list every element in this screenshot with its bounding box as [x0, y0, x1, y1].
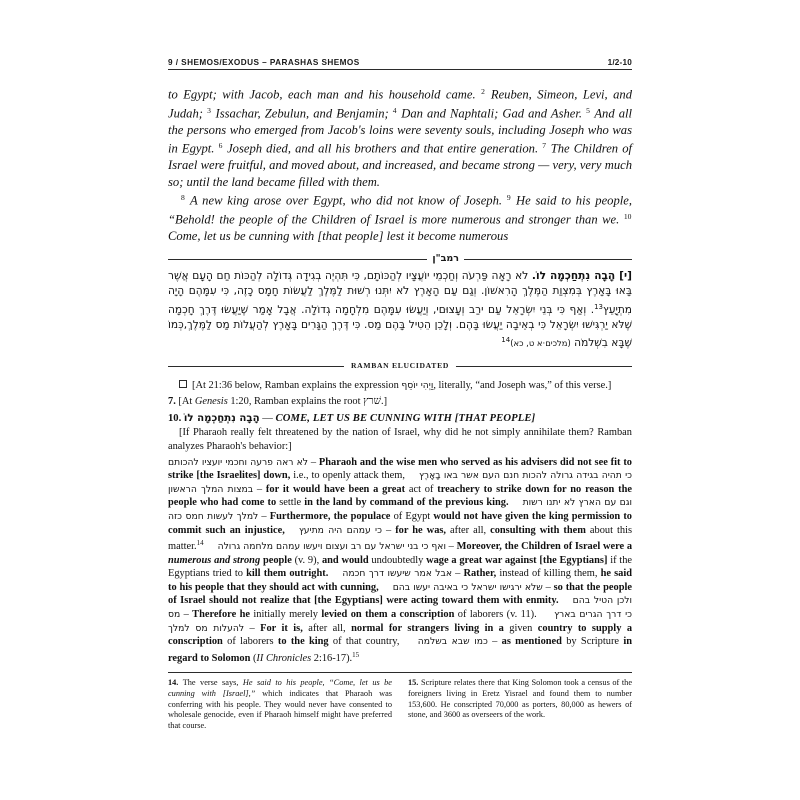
translation-text: to Egypt; with Jacob, each man and his household came.: [168, 87, 482, 102]
commentary-footnote-ref: 15: [352, 650, 360, 659]
commentary-footnote-ref: 14: [196, 539, 204, 548]
footnote-column-right: [408, 678, 632, 731]
commentary-preface: [If Pharaoh really felt threatened by the nation of Israel, why did he not simply annihilate them? Ramban analyzes Pharaoh's behavior:]: [168, 427, 632, 452]
running-head: [168, 58, 632, 69]
running-head-title: 9 / SHEMOS/EXODUS – PARASHAS SHEMOS: [168, 58, 360, 67]
commentary-elucidation-text: i.e., to openly attack them,: [290, 470, 405, 482]
commentary-ramban-text: for it would have been a great: [265, 483, 406, 495]
commentary-ramban-text: Moreover, the Children of Israel were a: [456, 541, 633, 553]
footnote-item: [168, 678, 392, 731]
footnote-number: 15.: [408, 678, 419, 688]
translation-paragraph-1: [168, 84, 632, 190]
translation-text: Come, let us be cunning with [that people] lest it become numerous: [168, 228, 509, 243]
commentary-hebrew-quote: ואף כי בני ישראל עם רב ועצום ויעשו עמהם מלחמה גרולה: [217, 541, 446, 553]
heading-english-caps: COME, LET US BE CUNNING WITH [THAT PEOPLE]: [275, 413, 536, 425]
commentary-ramban-text: Pharaoh and the wise men who served as his advisers did not see fit to strike [the Israelites] down,: [168, 456, 633, 482]
commentary-bracket-note: [168, 379, 632, 393]
note-7-text: 1:20, Ramban explains the root: [227, 395, 364, 407]
hebrew-body: כְּמוֹ שֶׁבָּא בִשְׁלמֹה: [168, 318, 632, 349]
bracket-note-text: [At 21:36 below, Ramban explains the expression: [192, 380, 402, 392]
commentary-elucidation-text: undoubtedly: [368, 554, 427, 566]
bracket-note-text: , literally, “and Joseph was,” of this verse.]: [433, 380, 612, 392]
commentary-ramban-text: For it is,: [260, 622, 303, 634]
commentary-hebrew-quote: ולכן הטיל בהם מס: [168, 595, 632, 621]
commentary-body: [168, 456, 632, 666]
commentary-ramban-text: levied on them a conscription: [321, 609, 455, 621]
commentary-dash: –: [258, 510, 270, 522]
commentary-dash: –: [381, 524, 396, 536]
commentary-ramban-text: in regard to Solomon: [168, 636, 632, 664]
commentary-elucidation-text: of Egypt: [390, 510, 434, 522]
note-7-text: .]: [380, 395, 388, 407]
running-head-rule: [168, 69, 632, 70]
commentary-elucidation-text: initially merely: [250, 609, 322, 621]
commentary-elucidation-text: settle: [276, 497, 305, 509]
commentary-ramban-text: and would: [321, 554, 369, 566]
commentary-dash: –: [253, 483, 266, 495]
verse-number: 3: [207, 105, 211, 115]
commentary-ramban-text: treachery to strike down for no reason the people who had come to: [168, 483, 632, 509]
footnote-column-left: [168, 678, 392, 731]
commentary-elucidation-text: if the Egyptians tried to: [168, 554, 632, 580]
hebrew-source-citation: (מלכים·א ט, כא): [510, 337, 571, 348]
verse-number: 4: [392, 105, 397, 115]
commentary-ramban-text: in the land by command of the previous king.: [304, 497, 509, 509]
running-head-reference: 1/2-10: [607, 58, 632, 67]
heading-hebrew-lemma: הָבָה נִתְחַכְמָה לוֹ: [183, 413, 260, 425]
ramban-hebrew-text: [168, 269, 632, 351]
commentary-dash: –: [487, 636, 502, 648]
commentary-elucidation-text: of laborers (v. 11).: [454, 609, 541, 621]
note-7-hebrew: שׁרץ: [363, 395, 381, 407]
commentary-ramban-text: normal for strangers living in a: [351, 622, 504, 634]
commentary-hebrew-quote: שלא ירגישו ישראל כי באיבה יעשו בהם: [392, 581, 543, 593]
commentary-dash: –: [445, 541, 457, 553]
footnote-text: Scripture relates there that King Solomon took a census of the foreigners living in Eretz Yisrael and found them to number 153,600. He conscripted 70,000 as porters, 80,000 as hewers of stone, and 3600 as overseers of the work.: [408, 678, 632, 720]
footnote-text: The verse says,: [178, 678, 243, 688]
ramban-hebrew-label: רמב"ן: [427, 253, 464, 264]
commentary-ramban-text: Therefore he: [192, 609, 250, 621]
commentary-hebrew-quote: אבל אמר שיעשו דרך חכמה: [342, 568, 452, 580]
commentary-elucidation-text: (: [250, 652, 257, 664]
commentary-block: [168, 379, 632, 665]
commentary-ramban-text: consulting with them: [490, 524, 586, 536]
translation-text: And all the persons who emerged from Jacob's loins were seventy souls, including Joseph who was in Egypt.: [168, 106, 633, 156]
commentary-ramban-text: to the king: [277, 636, 329, 648]
verse-number: 7: [542, 141, 547, 151]
commentary-ramban-text: as mentioned: [501, 636, 562, 648]
commentary-dash: –: [180, 609, 193, 621]
commentary-hebrew-quote: לֹא ראה פרעה וחכמי יועציו להכותם: [168, 456, 308, 468]
verse-number: 9: [506, 192, 511, 202]
commentary-source-italic: II Chronicles: [256, 652, 312, 664]
commentary-ramban-text: people: [260, 554, 292, 566]
commentary-elucidation-text: of that country,: [328, 636, 404, 648]
commentary-elucidation-text: act of: [405, 483, 438, 495]
commentary-elucidation-text: after all,: [446, 524, 491, 536]
heading-number: 10.: [168, 413, 182, 425]
translation-text: The Children of Israel were fruitful, and moved about, and increased, and became strong — very, very much so; until the land became filled with them.: [168, 141, 632, 189]
verse-number: 6: [218, 141, 223, 151]
note-7-text: [At: [175, 395, 195, 407]
commentary-ramban-text: Furthermore, the populace: [269, 510, 391, 522]
translation-paragraph-2: [168, 190, 632, 244]
commentary-elucidation-text: instead of killing them,: [496, 568, 601, 580]
translation-text: Issachar, Zebulun, and Benjamin;: [211, 106, 393, 121]
commentary-hebrew-quote: כי עמהם היה מתיעץ: [298, 524, 382, 536]
translation-text: Dan and Naphtali; Gad and Asher.: [397, 106, 587, 121]
commentary-ramban-text: for he was,: [395, 524, 447, 536]
note-7-number: 7.: [168, 395, 176, 407]
commentary-ramban-text: kill them outright.: [246, 568, 329, 580]
verse-number: 2: [481, 87, 485, 96]
ramban-hebrew-divider: [168, 254, 632, 264]
commentary-elucidation-text: (v. 9),: [291, 554, 322, 566]
translation-text: He said to his people, “Behold! the people of the Children of Israel is more numerous and stronger than we.: [168, 193, 633, 227]
page-content: [168, 58, 632, 731]
commentary-ramban-text: so that the people of Israel should not realize that [the Egyptians] were acting toward them with enmity.: [168, 581, 633, 607]
translation-text: A new king arose over Egypt, who did not know of Joseph.: [185, 193, 507, 208]
footnote-text: which indicates that Pharaoh was conferring with his people. They would never have consented to wholesale genocide, even if Pharaoh himself might have preferred that course.: [168, 689, 392, 730]
footnote-rule: [168, 672, 632, 673]
commentary-dash: –: [451, 568, 464, 580]
verse-number: 5: [586, 105, 590, 115]
translation-text: Reuben, Simeon, Levi, and Judah;: [168, 87, 633, 121]
commentary-hebrew-quote: כמו שבא בשלמה: [417, 636, 488, 648]
commentary-elucidation-text: 2:16-17).: [311, 652, 353, 664]
translation-block: [168, 84, 632, 244]
commentary-elucidation-text: by Scripture: [561, 636, 624, 648]
commentary-elucidation-text: about this matter.: [168, 524, 633, 553]
hebrew-note-ref: 14: [501, 335, 511, 344]
verse-number: 10: [623, 211, 632, 221]
commentary-dash: –: [307, 456, 319, 468]
hebrew-body: . וְאַף כִּי בְּנֵי יִשְׂרָאֵל עַם ירַב וְעָצוּםי, וְיַעֲשׂוּ עִמָּהֶם מִלְחָמָה גְדוֹלָה. אֲבָל אָמַר שֶׁיַעֲשׂוּ דֶּרֶךְ חָכְמָה שֶׁלֹּא יַרְגִּישׁוּ יִשְׂרָאֵל כִּי בְאֵיבָה יַעֲשׂוּ בָּהֶם. וְלָכֵן הֵטִיל בָּהֶם מַס. כִּי דֶּרֶךְ הַגָּרִים בָּאָרֶץ לְהַעֲלוֹת מַס לַמֶּלֶךְ,: [168, 303, 632, 331]
hebrew-paragraph: [168, 269, 632, 351]
heading-dash: —: [259, 413, 276, 425]
square-bullet-icon: [179, 380, 187, 388]
commentary-heading-10: [168, 412, 632, 426]
footnote-quote: He said to his people, “Come, let us be cunning with [Israel],”: [168, 678, 392, 699]
ramban-elucidated-divider: [168, 360, 632, 372]
footnote-item: [408, 678, 632, 720]
commentary-emphasis: numerous and strong: [168, 554, 261, 566]
commentary-elucidation-text: of laborers: [222, 636, 278, 648]
footnotes-container: [168, 678, 632, 731]
ramban-elucidated-label: RAMBAN ELUCIDATED: [344, 360, 456, 371]
commentary-dash: –: [244, 622, 261, 634]
hebrew-body: לֹא רָאָה פַּרְעֹה וְחַכְמֵי יוֹעֲצָיו לְהַכּוֹתָם, כִּי תִּהְיֶה בְגִידָה גְּדוֹלָה לְהַכּוֹת חַם הָעָם אֲשֶׁר בָּאוּ בָּאָרֶץ בְּמִצְוַת הַמֶּלֶךְ הָרִאשׁוֹן. וְגַם עַם הָאָרֶץ לֹא יִתְּנוּ רְשׁוּת לַמֶּלֶךְ לַעֲשׂוֹת חָמָס כָזֶה, כִּי עִמָּהֶם הָיָה מִתְיָֻעֵץ: [168, 270, 632, 316]
translation-text: Joseph died, and all his brothers and that entire generation.: [222, 141, 543, 156]
commentary-hebrew-quote: כי דרך הגרים בארץ להעלות מס למלך: [168, 609, 632, 634]
commentary-hebrew-quote: כי תהיה בגידה גרולה להכות חנם העם אשר באו בָאָרֶץ במצות המלך הראשון: [168, 470, 632, 495]
commentary-ramban-text: wage a great war against [the Egyptians]: [426, 554, 608, 566]
commentary-note-7: [168, 395, 632, 409]
footnote-number: 14.: [168, 678, 179, 688]
commentary-hebrew-quote: וגם עם הארץ לא יתנו רשות למלך לעשות חמס כזה: [168, 497, 632, 522]
commentary-dash: –: [542, 581, 554, 593]
commentary-ramban-text: would not have given the king permission to commit such an injustice,: [168, 510, 632, 536]
bracket-note-hebrew: וַיְהִי יוֹסֵף: [401, 380, 434, 392]
commentary-ramban-text: he said to his people that they should act with cunning,: [168, 568, 633, 593]
hebrew-lemma: [י] הָבָה נִתְחַכְמָה לוֹ.: [531, 270, 632, 283]
hebrew-note-ref: 13: [594, 302, 604, 311]
note-7-source: Genesis: [194, 395, 228, 407]
commentary-ramban-text: Rather,: [463, 568, 497, 580]
commentary-ramban-text: country to supply a conscription: [168, 622, 633, 648]
commentary-elucidation-text: given: [503, 622, 538, 634]
commentary-elucidation-text: after all,: [302, 622, 352, 634]
verse-number: 8: [181, 192, 185, 202]
